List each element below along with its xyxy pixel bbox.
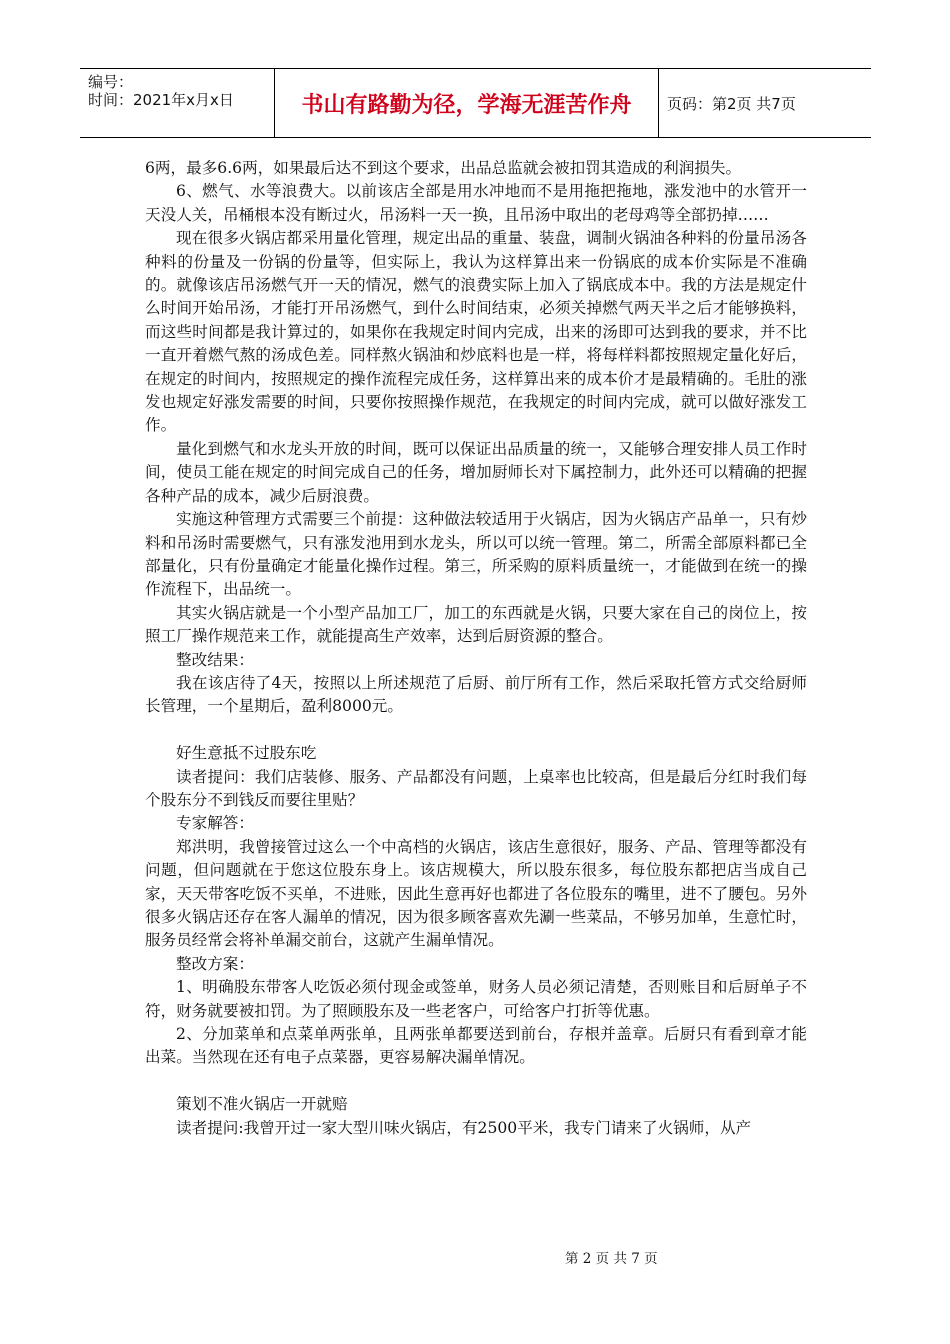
footer-page-number: 第 2 页 共 7 页 — [565, 1251, 658, 1267]
page-header — [80, 68, 871, 138]
header-motto: 书山有路勤为径，学海无涯苦作舟 — [275, 69, 659, 137]
document-date-label: 时间：2021年x月x日 — [88, 91, 234, 109]
paragraph: 好生意抵不过股东吃 — [176, 744, 317, 763]
header-page-info: 页码：第2页 共7页 — [667, 94, 796, 113]
paragraph: 现在很多火锅店都采用量化管理，规定出品的重量、装盘，调制火锅油各种料的份量吊汤各种料的份量及一份锅的份量等，但实际上，我认为这样算出来一份锅底的成本价实际是不准确的。就像该店吊汤燃气开一天的情况，燃气的浪费实际上加入了锅底成本中。我的方法是规定什么时间开始吊汤，才能打开吊汤燃气，到什么时间结束，必须关掉燃气两天半之后才能够换料，而这些时间都是我计算过的，如果你在我规定时间内完成，出来的汤即可达到我的要求，并不比一直开着燃气熬的汤成色差。同样熬火锅油和炒底料也是一样，将每样料都按照规定量化好后，在规定的时间内，按照规定的操作流程完成任务，这样算出来的成本价才是最精确的。毛肚的涨发也规定好涨发需要的时间，只要你按照操作规范，在我规定的时间内完成，就可以做好涨发工作。 — [145, 229, 807, 435]
paragraph: 专家解答： — [176, 814, 254, 833]
paragraph: 读者提问：我们店装修、服务、产品都没有问题，上桌率也比较高，但是最后分红时我们每个股东分不到钱反而要往里贴？ — [145, 767, 807, 809]
paragraph: 2、分加菜单和点菜单两张单，且两张单都要送到前台，存根并盖章。后厨只有看到章才能出菜。当然现在还有电子点菜器，更容易解决漏单情况。 — [145, 1025, 807, 1067]
paragraph: 我在该店待了4天，按照以上所述规范了后厨、前厅所有工作，然后采取托管方式交给厨师长管理，一个星期后，盈利8000元。 — [145, 673, 807, 716]
paragraph: 实施这种管理方式需要三个前提：这种做法较适用于火锅店，因为火锅店产品单一，只有炒料和吊汤时需要燃气，只有涨发池用到水龙头，所以可以统一管理。第二，所需全部原料都已全部量化，只有份量确定才能量化操作过程。第三，所采购的原料质量统一，才能做到在统一的操作流程下，出品统一。 — [145, 510, 807, 599]
paragraph: 6两，最多6.6两，如果最后达不到这个要求，出品总监就会被扣罚其造成的利润损失。 — [145, 159, 742, 177]
paragraph: 策划不准火锅店一开就赔 — [176, 1095, 348, 1114]
paragraph: 整改结果： — [176, 650, 254, 669]
paragraph: 读者提问:我曾开过一家大型川味火锅店，有2500平米，我专门请来了火锅师，从产 — [176, 1118, 752, 1137]
document-number-label: 编号： — [88, 73, 134, 91]
document-body — [145, 157, 807, 1140]
paragraph-gap — [145, 1070, 807, 1093]
paragraph: 量化到燃气和水龙头开放的时间，既可以保证出品质量的统一，又能够合理安排人员工作时间，使员工能在规定的时间完成自己的任务，增加厨师长对下属控制力，此外还可以精确的把握各种产品的成本，减少后厨浪费。 — [145, 439, 807, 505]
paragraph-gap — [145, 719, 807, 742]
header-meta — [80, 69, 275, 137]
paragraph: 郑洪明，我曾接管过这么一个中高档的火锅店，该店生意很好，服务、产品、管理等都没有问题，但问题就在于您这位股东身上。该店规模大，所以股东很多，每位股东都把店当成自己家，天天带客吃饭不买单，不进账，因此生意再好也都进了各位股东的嘴里，进不了腰包。另外很多火锅店还存在客人漏单的情况，因为很多顾客喜欢先涮一些菜品，不够另加单，生意忙时，服务员经常会将补单漏交前台，这就产生漏单情况。 — [145, 837, 807, 950]
paragraph: 6、燃气、水等浪费大。以前该店全部是用水冲地而不是用拖把拖地，涨发池中的水管开一天没人关，吊桶根本没有断过火，吊汤料一天一换，且吊汤中取出的老母鸡等全部扔掉…… — [145, 182, 807, 224]
paragraph: 整改方案： — [176, 954, 254, 973]
paragraph: 其实火锅店就是一个小型产品加工厂，加工的东西就是火锅，只要大家在自己的岗位上，按照工厂操作规范来工作，就能提高生产效率，达到后厨资源的整合。 — [145, 603, 807, 646]
paragraph: 1、明确股东带客人吃饭必须付现金或签单，财务人员必须记清楚，否则账目和后厨单子不符，财务就要被扣罚。为了照顾股东及一些老客户，可给客户打折等优惠。 — [145, 978, 807, 1020]
